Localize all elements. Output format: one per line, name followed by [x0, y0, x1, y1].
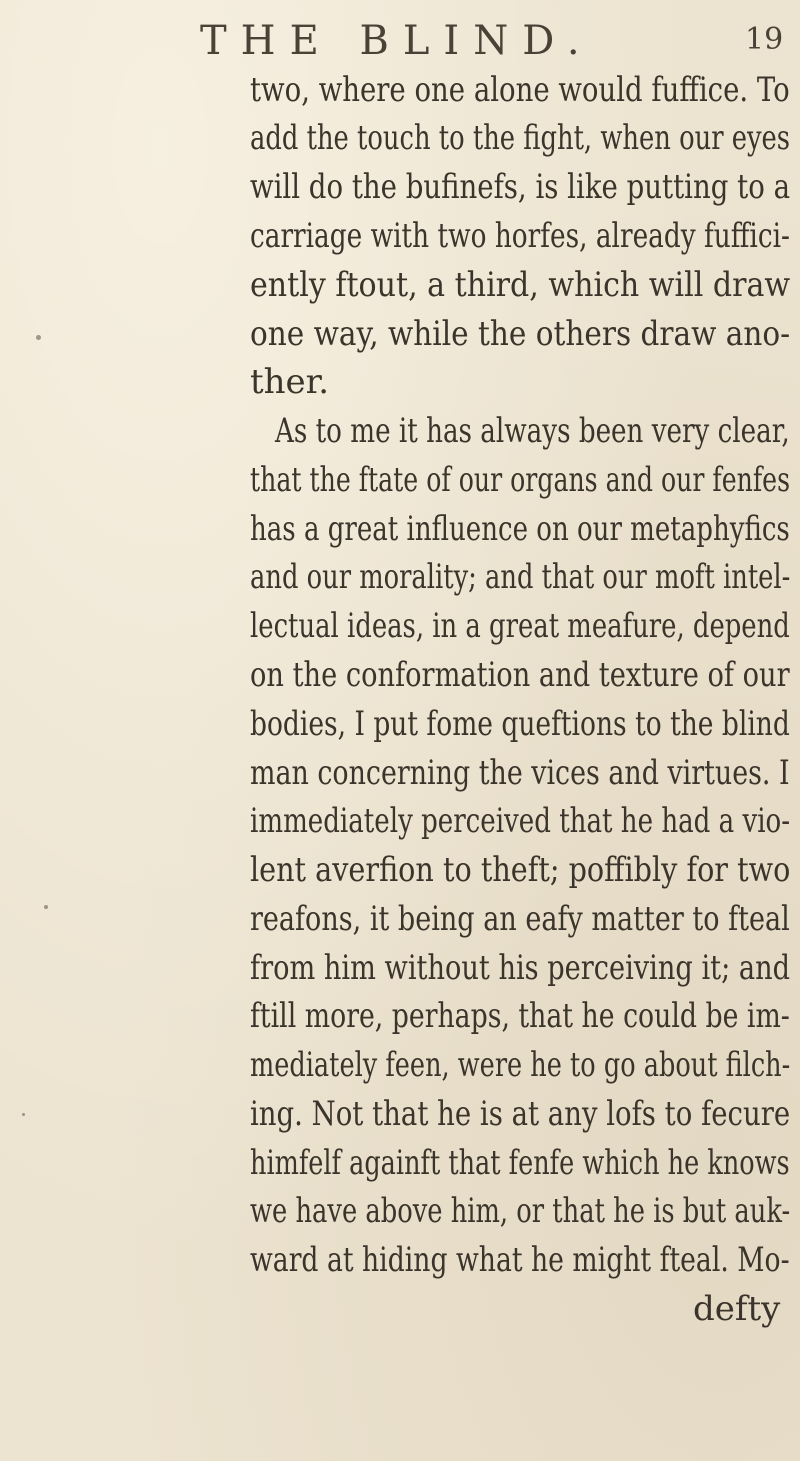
text-line: ward at hiding what he might fteal. Mo- [250, 1240, 790, 1280]
text-line: and our morality; and that our moft intel- [250, 557, 791, 597]
text-line: mediately feen, were he to go about filch- [250, 1045, 791, 1085]
text-line: add the touch to the fight, when our eyes [250, 118, 791, 158]
text-line: lectual ideas, in a great meafure, depend [250, 606, 790, 646]
catchword: defty [693, 1289, 781, 1329]
text-line: has a great influence on our metaphyfics [250, 509, 790, 549]
text-line: bodies, I put fome queftions to the blind [250, 704, 790, 744]
text-line: man concerning the vices and virtues. I [250, 753, 790, 793]
text-line: ing. Not that he is at any lofs to fecure [250, 1094, 791, 1134]
text-line: ther. [250, 362, 330, 402]
running-title: THE BLIND. [200, 18, 594, 64]
text-line: himfelf againft that fenfe which he knows [250, 1143, 790, 1183]
text-line: ently ftout, a third, which will draw [250, 265, 791, 305]
text-line: lent averfion to theft; poffibly for two [250, 850, 791, 890]
text-line: one way, while the others draw ano- [250, 314, 791, 354]
text-line: we have above him, or that he is but auk- [250, 1191, 791, 1231]
text-line: on the conformation and texture of our [250, 655, 790, 695]
text-line: carriage with two horfes, already fuffici- [250, 216, 790, 256]
text-line: reafons, it being an eafy matter to fteal [250, 899, 790, 939]
paper-speck [44, 905, 48, 909]
text-line: from him without his perceiving it; and [250, 948, 791, 988]
text-line: that the ftate of our organs and our fenfes [250, 460, 790, 500]
text-line: ftill more, perhaps, that he could be im- [250, 996, 790, 1036]
text-line: two, where one alone would fuffice. To [250, 70, 790, 110]
page-number: 19 [745, 22, 784, 57]
text-line: immediately perceived that he had a vio- [250, 801, 791, 841]
paper-speck [22, 1113, 25, 1116]
paragraph-start-line: As to me it has always been very clear, [275, 411, 790, 451]
paper-speck [36, 335, 41, 340]
text-line: will do the bufinefs, is like putting to a [250, 167, 791, 207]
